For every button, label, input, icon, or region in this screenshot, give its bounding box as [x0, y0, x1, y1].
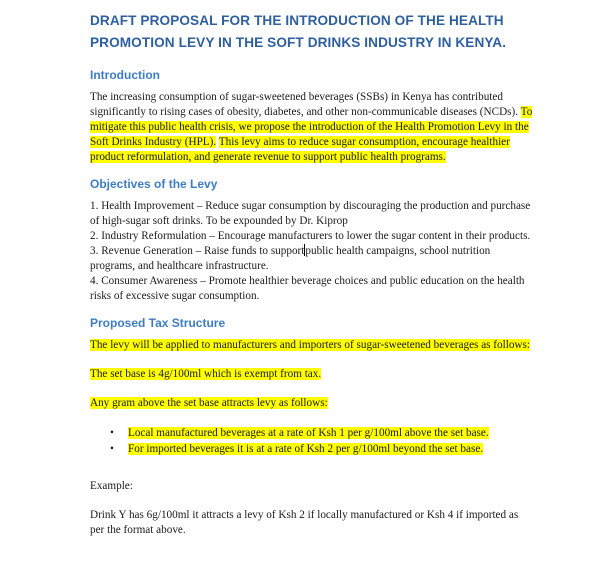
objectives-heading: Objectives of the Levy — [90, 177, 218, 191]
introduction-text: The increasing consumption of sugar-sweetened beverages (SSBs) in Kenya has contributed significantly to rising cases of obesity, diabetes, and other non-communicable diseases (NCDs). — [90, 91, 519, 118]
example-label: Example: — [90, 480, 133, 492]
example-text: Drink Y has 6g/100ml it attracts a levy of Ksh 2 if locally manufactured or Ksh 4 if imported as per the format above. — [90, 509, 519, 536]
objective-text: 3. Revenue Generation – Raise funds to support — [90, 245, 305, 257]
document-title: DRAFT PROPOSAL FOR THE INTRODUCTION OF THE HEALTH PROMOTION LEVY IN THE SOFT DRINKS INDUSTRY IN KENYA. — [90, 13, 507, 50]
tax-paragraph — [90, 338, 535, 353]
objective-item: 4. Consumer Awareness – Promote healthier beverage choices and public education on the health risks of excessive sugar consumption. — [90, 275, 525, 302]
list-item — [108, 425, 535, 441]
objective-item — [90, 244, 535, 274]
objective-item: 2. Industry Reformulation – Encourage manufacturers to lower the sugar content in their products. — [90, 230, 531, 242]
tax-structure-heading: Proposed Tax Structure — [90, 316, 226, 330]
rate-list — [90, 425, 535, 457]
bullet-icon: • — [110, 443, 114, 455]
highlighted-text: The set base is 4g/100ml which is exempt from tax. — [90, 368, 322, 380]
introduction-paragraph — [90, 90, 535, 165]
highlighted-text: Any gram above the set base attracts levy as follows: — [90, 397, 328, 409]
highlighted-text: The levy will be applied to manufacturers and importers of sugar-sweetened beverages as follows: — [90, 339, 530, 351]
highlighted-text: To mitigate this public health crisis, we propose the introduction of the Health Promotion Levy in the Soft Drinks Industry (HPL). — [90, 106, 533, 148]
document-body — [90, 10, 535, 538]
highlighted-text: For imported beverages it is at a rate of Ksh 2 per g/100ml beyond the set base. — [128, 443, 484, 455]
bullet-icon: • — [110, 427, 114, 439]
objective-item: 1. Health Improvement – Reduce sugar consumption by discouraging the production and purchase of high-sugar soft drinks. To be expounded by Dr. Kiprop — [90, 200, 531, 227]
highlighted-text: This levy aims to reduce sugar consumption, encourage healthier product reformulation, and generate revenue to support public health programs. — [90, 136, 510, 163]
list-item — [108, 441, 535, 457]
objective-text: public health campaigns, school nutrition programs, and healthcare infrastructure. — [90, 245, 491, 272]
tax-paragraph — [90, 396, 535, 411]
introduction-heading: Introduction — [90, 68, 160, 82]
highlighted-text: Local manufactured beverages at a rate of Ksh 1 per g/100ml above the set base. — [128, 427, 489, 439]
tax-paragraph — [90, 367, 535, 382]
